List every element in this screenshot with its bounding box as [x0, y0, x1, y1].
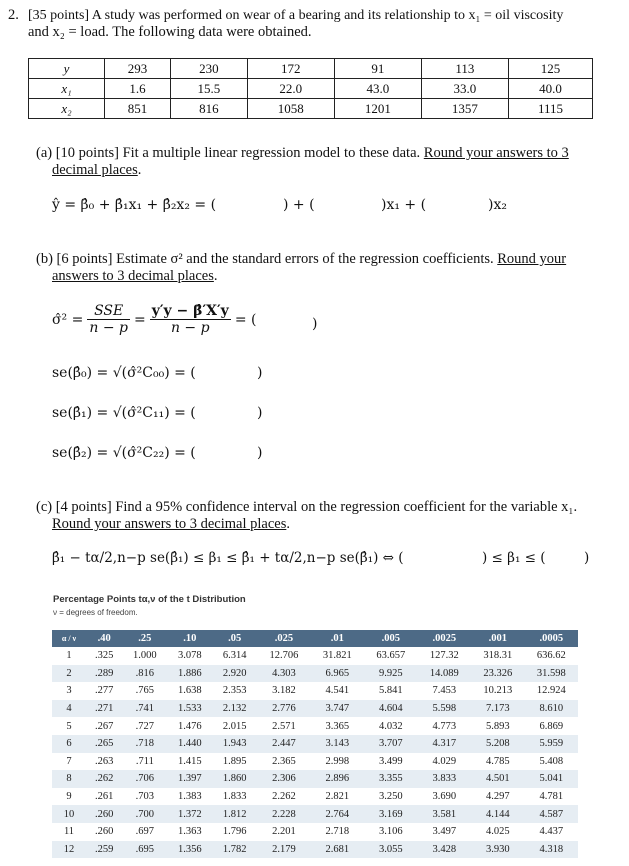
t-table-row — [52, 647, 578, 665]
data-table-cell: 22.0 — [247, 79, 334, 99]
sigma-squared-formula: σ̂² = $\frac{\text{SSE}}{n - p}$ = $\frac{y'y - \betâ'X'y}{n - p}$ = ( — [52, 303, 257, 336]
t-table-value-cell: .765 — [135, 685, 155, 697]
question-intro-line1: [35 points] A study was performed on wear of a bearing and its relationship to x₁ = oil viscosity — [28, 8, 564, 23]
t-table-value-cell: 7.453 — [432, 685, 457, 697]
t-table-alpha-header: .001 — [471, 630, 524, 647]
t-table-df-cell: 5 — [66, 720, 72, 732]
t-table-value-cell: 1.796 — [222, 826, 247, 838]
data-table-cell: 40.0 — [508, 79, 592, 99]
se-b1-close: ) — [257, 405, 263, 421]
t-table-df-cell: 3 — [66, 685, 72, 697]
data-table-cell: 33.0 — [421, 79, 508, 99]
t-table-alpha-header: .005 — [364, 630, 417, 647]
t-table-value-cell: .816 — [122, 665, 167, 683]
t-table-value-cell: 2.681 — [311, 841, 364, 859]
t-table-value-cell: 3.581 — [418, 805, 471, 823]
data-table-cell: 172 — [247, 59, 334, 79]
t-table-df-cell: 11 — [63, 826, 75, 838]
t-table-value-cell: 3.106 — [379, 826, 403, 838]
se-b2-close: ) — [257, 445, 263, 461]
question-intro-line2: and x₂ = load. The following data were obtained. — [28, 24, 312, 40]
t-table-value-cell: 4.144 — [471, 805, 524, 823]
confidence-interval-close: ) — [584, 550, 590, 566]
t-table-value-cell: 318.31 — [483, 650, 513, 662]
t-table-value-cell: 2.821 — [325, 791, 350, 803]
t-table-df-cell: 10 — [52, 805, 86, 823]
t-table-df-cell: 9 — [66, 791, 72, 803]
t-distribution-table — [52, 630, 578, 858]
t-table-df-cell: 6 — [52, 735, 86, 753]
t-table-value-cell: .271 — [86, 700, 122, 718]
t-table-value-cell: 4.317 — [418, 735, 471, 753]
t-table-value-cell: 1.638 — [177, 685, 202, 697]
t-table-value-cell: 3.355 — [364, 770, 417, 788]
part-c-prompt-line2: Round your answers to 3 decimal places. — [52, 516, 290, 532]
part-a-prompt-line2: decimal places. — [52, 162, 142, 178]
t-table-value-cell: 5.041 — [525, 770, 579, 788]
t-table-value-cell: 2.201 — [272, 826, 296, 838]
t-table-value-cell: .259 — [86, 841, 122, 859]
t-table-value-cell: 5.598 — [418, 700, 471, 718]
t-table-value-cell: 2.920 — [212, 665, 257, 683]
t-table-value-cell: 2.764 — [311, 805, 364, 823]
t-table-value-cell: 2.015 — [222, 720, 247, 732]
t-table-value-cell: 2.132 — [212, 700, 257, 718]
t-table-df-cell: 8 — [52, 770, 86, 788]
t-table-value-cell: 3.182 — [272, 685, 296, 697]
t-table-value-cell: 3.078 — [177, 650, 202, 662]
t-table-value-cell: 12.924 — [536, 685, 566, 697]
t-table-value-cell: 3.833 — [418, 770, 471, 788]
sigma-squared-close: ) — [312, 316, 318, 332]
t-table-value-cell: .261 — [95, 791, 114, 803]
t-table-value-cell: .289 — [86, 665, 122, 683]
t-table-value-cell: 3.747 — [311, 700, 364, 718]
t-table-value-cell: 9.925 — [364, 665, 417, 683]
t-table-value-cell: 12.706 — [269, 650, 299, 662]
t-table-df-cell: 2 — [52, 665, 86, 683]
data-table-row — [29, 79, 593, 99]
se-b0-formula: se(β̂₀) = √(σ̂²C₀₀) = ( — [52, 365, 196, 381]
se-b1-formula: se(β̂₁) = √(σ̂²C₁₁) = ( — [52, 405, 196, 421]
data-table-row-label: x₂ — [29, 99, 105, 119]
data-table-cell: 1.6 — [105, 79, 171, 99]
t-table-value-cell: 2.228 — [257, 805, 310, 823]
t-table-value-cell: 1.383 — [177, 791, 202, 803]
t-table-value-cell: 1.860 — [212, 770, 257, 788]
data-table-cell: 1115 — [508, 99, 592, 119]
t-table-value-cell: 3.707 — [364, 735, 417, 753]
t-table-row — [52, 682, 578, 700]
t-table-value-cell: 3.055 — [364, 841, 417, 859]
part-b-prompt: (b) [6 points] Estimate σ² and the standard errors of the regression coefficients. Round your — [36, 251, 567, 267]
t-table-alpha-header: .01 — [311, 630, 364, 647]
t-table-value-cell: .265 — [86, 735, 122, 753]
t-table-value-cell: 4.785 — [485, 755, 510, 767]
t-table-value-cell: 6.869 — [539, 720, 564, 732]
confidence-interval-mid: ) ≤ β₁ ≤ ( — [482, 550, 546, 566]
t-table-value-cell: .267 — [95, 720, 114, 732]
t-table-value-cell: 2.776 — [257, 700, 310, 718]
t-table-value-cell: 14.089 — [418, 665, 471, 683]
data-table-cell: 851 — [105, 99, 171, 119]
t-table-alpha-header: .40 — [86, 630, 122, 647]
t-table-alpha-header: .25 — [122, 630, 167, 647]
t-table-row — [52, 770, 578, 788]
data-table-cell: 1357 — [421, 99, 508, 119]
t-table-value-cell: 2.365 — [272, 755, 296, 767]
t-table-value-cell: .718 — [122, 735, 167, 753]
t-table-value-cell: 3.930 — [471, 841, 524, 859]
data-table-cell: 113 — [421, 59, 508, 79]
t-table-row — [52, 788, 578, 806]
t-table-row — [52, 841, 578, 859]
t-table-value-cell: 2.447 — [257, 735, 310, 753]
t-table-df-cell: 4 — [52, 700, 86, 718]
t-table-value-cell: 5.959 — [525, 735, 579, 753]
t-table-row — [52, 717, 578, 735]
t-table-value-cell: .700 — [122, 805, 167, 823]
t-table-value-cell: .325 — [95, 650, 114, 662]
t-table-value-cell: 1.782 — [212, 841, 257, 859]
data-table-row-label: x₁ — [29, 79, 105, 99]
t-table-value-cell: 1.440 — [167, 735, 212, 753]
t-table-value-cell: 4.437 — [539, 826, 564, 838]
t-table-alpha-header: .025 — [257, 630, 310, 647]
t-table-value-cell: 3.428 — [418, 841, 471, 859]
t-table-value-cell: 6.965 — [311, 665, 364, 683]
t-table-row — [52, 665, 578, 683]
data-table-cell: 230 — [171, 59, 248, 79]
t-table-row — [52, 805, 578, 823]
t-table-value-cell: 1.886 — [167, 665, 212, 683]
t-table-value-cell: 1.356 — [167, 841, 212, 859]
t-table-value-cell: 31.821 — [322, 650, 352, 662]
t-table-value-cell: .263 — [95, 755, 114, 767]
t-table-value-cell: 1.833 — [222, 791, 247, 803]
data-table-cell: 1201 — [334, 99, 421, 119]
t-table-value-cell: .695 — [122, 841, 167, 859]
t-table-row — [52, 753, 578, 771]
t-table-value-cell: 1.476 — [177, 720, 202, 732]
t-table-corner-header: α / ν — [52, 630, 86, 647]
t-table-df-cell: 12 — [52, 841, 86, 859]
t-table-row — [52, 700, 578, 718]
t-table-value-cell: 1.363 — [177, 826, 202, 838]
t-table-value-cell: 2.353 — [222, 685, 247, 697]
t-table-value-cell: 3.250 — [379, 791, 403, 803]
t-table-value-cell: 4.587 — [525, 805, 579, 823]
t-table-value-cell: 23.326 — [471, 665, 524, 683]
t-table-value-cell: 2.179 — [257, 841, 310, 859]
sse-fraction: $\frac{\text{SSE}}{n - p}$ — [89, 303, 128, 336]
t-table-value-cell: .260 — [95, 826, 114, 838]
t-table-value-cell: 4.032 — [379, 720, 403, 732]
t-table-value-cell: 7.173 — [471, 700, 524, 718]
t-table-value-cell: .741 — [122, 700, 167, 718]
t-table-value-cell: 4.781 — [539, 791, 564, 803]
t-table-value-cell: 1.943 — [212, 735, 257, 753]
t-table-alpha-header: .0025 — [418, 630, 471, 647]
t-table-row — [52, 823, 578, 841]
t-table-value-cell: 3.365 — [325, 720, 350, 732]
part-a-prompt: (a) [10 points] Fit a multiple linear regression model to these data. Round your answers to 3 — [36, 145, 569, 161]
t-table-value-cell: 3.690 — [432, 791, 457, 803]
t-table-value-cell: .703 — [135, 791, 155, 803]
t-table-value-cell: 2.718 — [325, 826, 350, 838]
data-table-cell: 816 — [171, 99, 248, 119]
t-table-alpha-header: .10 — [167, 630, 212, 647]
t-table-value-cell: 1.415 — [177, 755, 202, 767]
t-table-value-cell: 1.533 — [167, 700, 212, 718]
t-table-value-cell: 2.571 — [272, 720, 296, 732]
t-table-value-cell: 4.541 — [325, 685, 350, 697]
t-table-value-cell: 31.598 — [525, 665, 579, 683]
t-table-alpha-header: .0005 — [525, 630, 579, 647]
t-table-value-cell: 4.297 — [485, 791, 510, 803]
t-table-alpha-header: .05 — [212, 630, 257, 647]
part-c-prompt: (c) [4 points] Find a 95% confidence interval on the regression coefficient for the variable x₁. — [36, 499, 578, 515]
t-table-value-cell: .262 — [86, 770, 122, 788]
t-table-value-cell: 4.318 — [525, 841, 579, 859]
data-table — [28, 58, 593, 119]
t-table-value-cell: .727 — [135, 720, 155, 732]
t-table-value-cell: 3.143 — [311, 735, 364, 753]
se-b0-close: ) — [257, 365, 263, 381]
t-table-value-cell: 1.372 — [167, 805, 212, 823]
t-table-value-cell: 10.213 — [483, 685, 513, 697]
t-table-value-cell: 4.025 — [485, 826, 510, 838]
t-table-subtitle: ν = degrees of freedom. — [53, 608, 138, 617]
t-table-value-cell: .706 — [122, 770, 167, 788]
regression-equation-b2-blank: )x₁ + ( — [381, 197, 427, 213]
t-table-value-cell: 4.029 — [432, 755, 457, 767]
data-table-row — [29, 99, 593, 119]
t-table-value-cell: 2.896 — [311, 770, 364, 788]
t-table-value-cell: 636.62 — [536, 650, 566, 662]
t-table-value-cell: 4.604 — [364, 700, 417, 718]
t-table-row — [52, 735, 578, 753]
regression-equation-b1-blank: ) + ( — [283, 197, 315, 213]
data-table-row — [29, 59, 593, 79]
t-table-value-cell: 4.501 — [471, 770, 524, 788]
t-table-value-cell: 127.32 — [429, 650, 459, 662]
t-table-value-cell: 6.314 — [222, 650, 247, 662]
regression-equation: ŷ = β̂₀ + β̂₁x₁ + β̂₂x₂ = ( — [52, 197, 217, 213]
t-table-value-cell: 63.657 — [376, 650, 406, 662]
question-number: 2. — [8, 7, 19, 23]
t-table-value-cell: 2.262 — [272, 791, 296, 803]
data-table-cell: 293 — [105, 59, 171, 79]
data-table-cell: 43.0 — [334, 79, 421, 99]
t-table-value-cell: 3.169 — [364, 805, 417, 823]
data-table-cell: 125 — [508, 59, 592, 79]
t-table-value-cell: .277 — [95, 685, 114, 697]
t-table-value-cell: 5.408 — [539, 755, 564, 767]
t-table-value-cell: 2.306 — [257, 770, 310, 788]
t-table-value-cell: 4.773 — [432, 720, 457, 732]
regression-equation-end: )x₂ — [488, 197, 507, 213]
data-table-row-label: y — [29, 59, 105, 79]
t-table-value-cell: 5.841 — [379, 685, 403, 697]
t-table-value-cell: 2.998 — [325, 755, 350, 767]
t-table-value-cell: 5.893 — [485, 720, 510, 732]
t-table-value-cell: 1.397 — [167, 770, 212, 788]
t-table-df-cell: 1 — [66, 650, 72, 662]
t-table-value-cell: 8.610 — [525, 700, 579, 718]
t-table-value-cell: .711 — [135, 755, 154, 767]
data-table-cell: 1058 — [247, 99, 334, 119]
data-table-cell: 15.5 — [171, 79, 248, 99]
t-table-value-cell: 1.000 — [133, 650, 157, 662]
t-table-df-cell: 7 — [66, 755, 72, 767]
t-table-value-cell: 4.303 — [257, 665, 310, 683]
t-table-value-cell: 3.499 — [379, 755, 403, 767]
t-table-value-cell: 1.895 — [222, 755, 247, 767]
t-table-value-cell: .697 — [135, 826, 155, 838]
data-table-cell: 91 — [334, 59, 421, 79]
t-table-value-cell: .260 — [86, 805, 122, 823]
t-table-title: Percentage Points tα,ν of the t Distribution — [53, 594, 246, 605]
se-b2-formula: se(β̂₂) = √(σ̂²C₂₂) = ( — [52, 445, 196, 461]
part-b-prompt-line2: answers to 3 decimal places. — [52, 268, 218, 284]
t-table-value-cell: 5.208 — [471, 735, 524, 753]
t-table-value-cell: 1.812 — [212, 805, 257, 823]
confidence-interval-formula: β̂₁ − tα/2,n−p se(β̂₁) ≤ β₁ ≤ β̂₁ + tα/2,n−p se(β̂₁) ⇔ ( — [52, 550, 404, 566]
residual-fraction: $\frac{y'y - \betâ'X'y}{n - p}$ — [151, 303, 229, 336]
t-table-value-cell: 3.497 — [432, 826, 457, 838]
